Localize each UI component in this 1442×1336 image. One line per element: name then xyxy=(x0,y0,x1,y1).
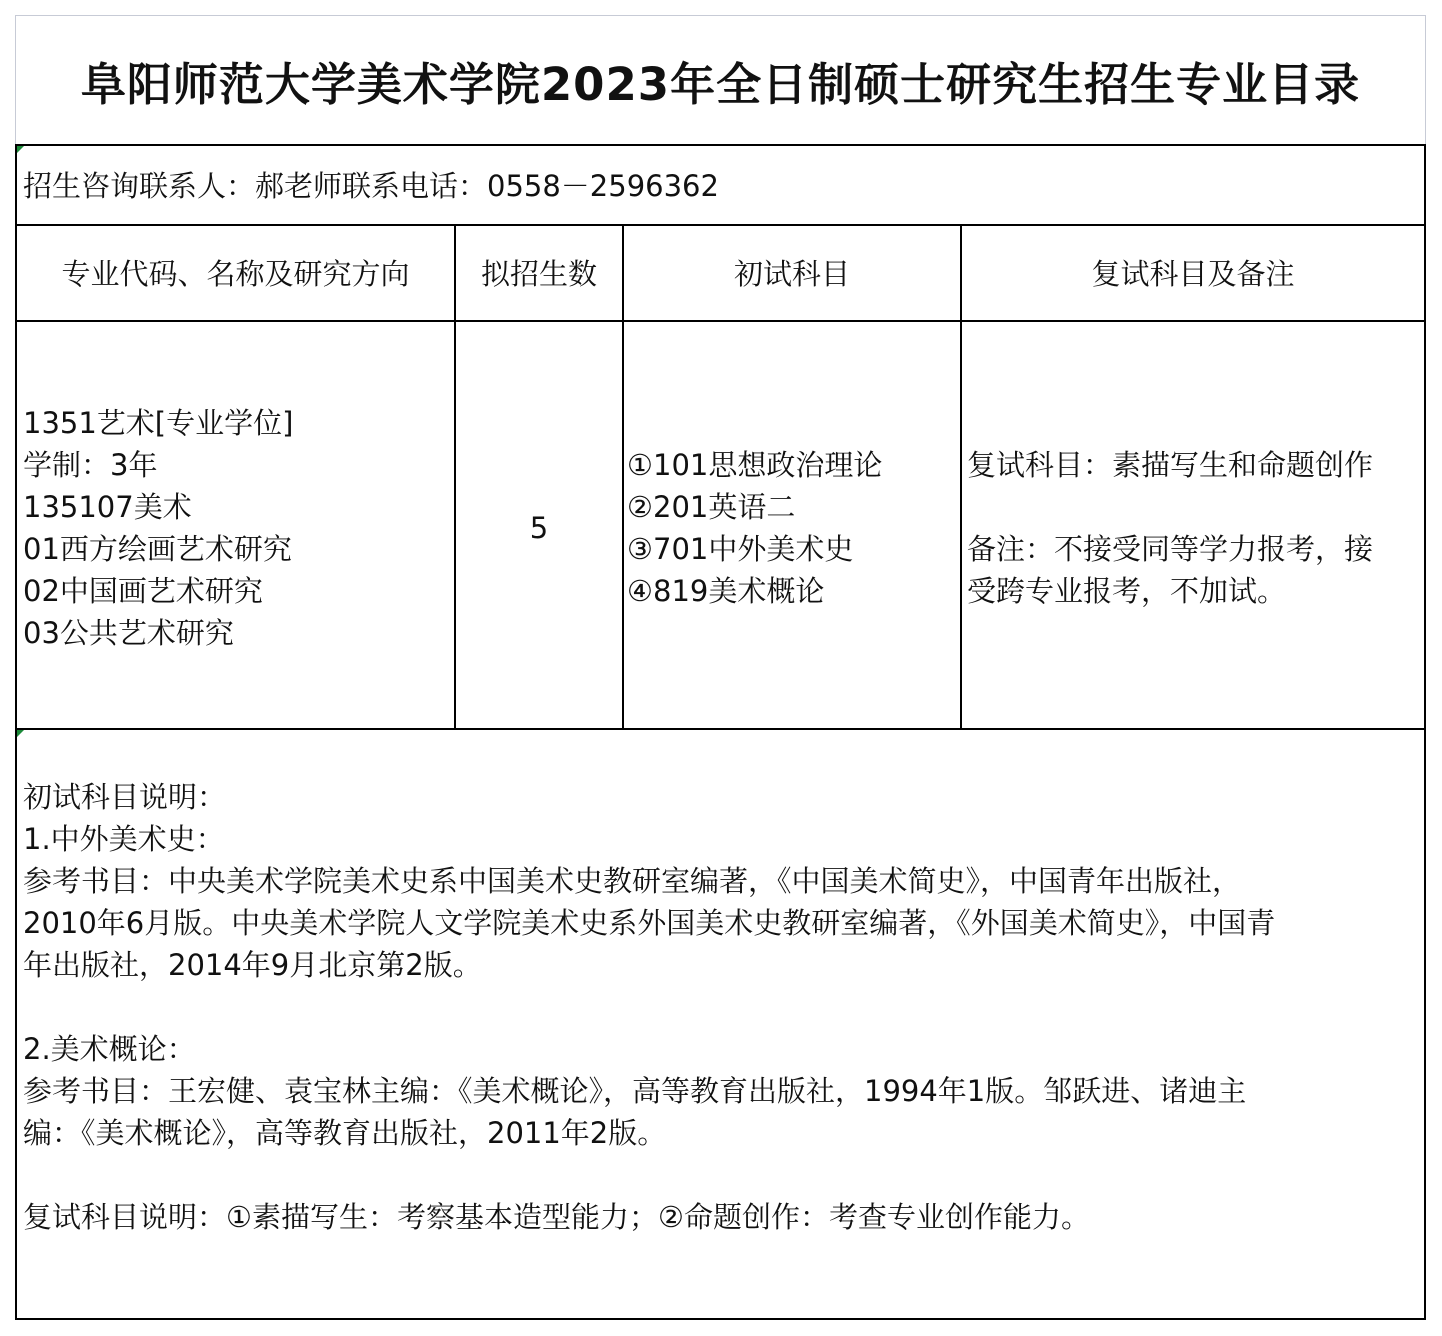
column-divider xyxy=(622,224,624,730)
quota-value: 5 xyxy=(529,511,549,545)
cell-comment-marker xyxy=(17,146,24,153)
initial-subject: ①101思想政治理论 xyxy=(627,448,883,482)
retest-line: 复试科目：素描写生和命题创作 xyxy=(967,448,1374,482)
major-line: 03公共艺术研究 xyxy=(23,616,234,650)
notes-item1-line: 参考书目：中央美术学院美术史系中国美术史教研室编著，《中国美术简史》，中国青年出版社， xyxy=(23,864,1242,898)
header-major: 专业代码、名称及研究方向 xyxy=(61,257,410,291)
initial-subject: ③701中外美术史 xyxy=(627,532,854,566)
header-quota: 拟招生数 xyxy=(480,257,597,291)
initial-subject: ②201英语二 xyxy=(627,490,796,524)
retest-line: 备注：不接受同等学力报考，接 xyxy=(967,532,1374,566)
cell-comment-marker xyxy=(17,730,24,737)
major-line: 135107美术 xyxy=(23,490,192,524)
header-retest: 复试科目及备注 xyxy=(1091,257,1295,291)
row-divider xyxy=(17,728,1424,730)
header-initial-exam: 初试科目 xyxy=(733,257,850,291)
retest-line: 受跨专业报考，不加试。 xyxy=(967,574,1287,608)
initial-subject: ④819美术概论 xyxy=(627,574,825,608)
column-divider xyxy=(960,224,962,730)
row-divider xyxy=(17,320,1424,322)
major-line: 02中国画艺术研究 xyxy=(23,574,263,608)
notes-item1-line: 2010年6月版。中央美术学院人文学院美术史系外国美术史教研室编著，《外国美术简史》，中国青 xyxy=(23,906,1276,940)
notes-item2-line: 参考书目：王宏健、袁宝林主编：《美术概论》，高等教育出版社，1994年1版。邹跃进、诸迪主 xyxy=(23,1074,1247,1108)
title-cell xyxy=(15,15,1426,144)
row-divider xyxy=(17,224,1424,226)
page-title: 阜阳师范大学美术学院2023年全日制硕士研究生招生专业目录 xyxy=(80,57,1361,111)
column-divider xyxy=(454,224,456,730)
notes-heading: 初试科目说明： xyxy=(23,780,227,814)
admissions-sheet xyxy=(15,15,1426,1320)
catalog-table xyxy=(15,144,1426,1320)
major-line: 学制：3年 xyxy=(23,448,158,482)
major-line: 1351艺术[专业学位] xyxy=(23,406,294,440)
notes-item1-line: 年出版社，2014年9月北京第2版。 xyxy=(23,948,482,982)
contact-info: 招生咨询联系人：郝老师联系电话：0558－2596362 xyxy=(23,169,719,203)
notes-item1-title: 1.中外美术史： xyxy=(23,822,225,856)
notes-item2-title: 2.美术概论： xyxy=(23,1032,196,1066)
notes-item2-line: 编：《美术概论》，高等教育出版社，2011年2版。 xyxy=(23,1116,667,1150)
retest-description: 复试科目说明：①素描写生：考察基本造型能力；②命题创作：考查专业创作能力。 xyxy=(23,1200,1090,1234)
major-line: 01西方绘画艺术研究 xyxy=(23,532,292,566)
